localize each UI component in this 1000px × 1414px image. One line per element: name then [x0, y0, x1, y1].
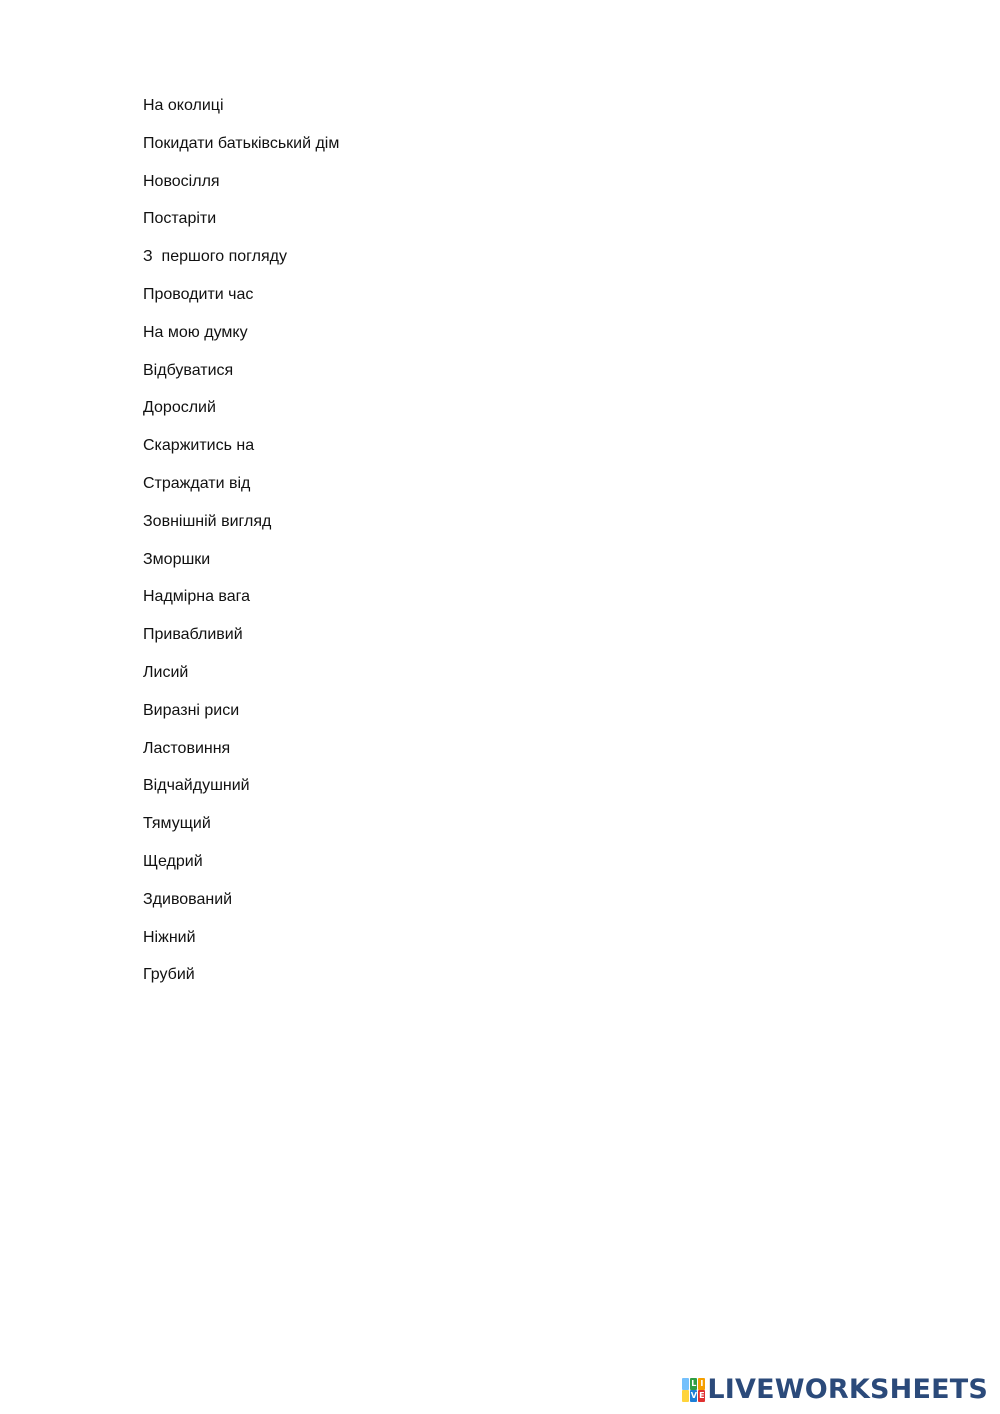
brand-name: LIVEWORKSHEETS	[707, 1374, 988, 1405]
vocabulary-item: Покидати батьківський дім	[143, 134, 340, 152]
vocabulary-item: Скаржитись на	[143, 437, 255, 455]
liveworksheets-logo-icon: L I V E	[682, 1378, 704, 1402]
liveworksheets-brand[interactable]	[682, 1376, 988, 1404]
vocabulary-item: Проводити час	[143, 285, 254, 303]
vocabulary-item: Дорослий	[143, 399, 216, 417]
vocabulary-item: Щедрий	[143, 852, 203, 870]
vocabulary-list	[143, 94, 339, 1001]
vocabulary-item: Ластовиння	[143, 739, 231, 757]
vocabulary-item: На околиці	[143, 97, 224, 114]
vocabulary-item: Відбуватися	[143, 361, 234, 379]
vocabulary-item: З першого погляду	[143, 248, 287, 266]
vocabulary-item: Надмірна вага	[143, 588, 251, 606]
vocabulary-item: На мою думку	[143, 323, 248, 341]
vocabulary-item: Страждати від	[143, 474, 251, 492]
vocabulary-item: Привабливий	[143, 626, 243, 644]
vocabulary-item: Зморшки	[143, 550, 211, 568]
vocabulary-item: Постаріти	[143, 210, 217, 228]
vocabulary-item: Виразні риси	[143, 701, 240, 719]
vocabulary-item: Здивований	[143, 890, 233, 908]
vocabulary-item: Новосілля	[143, 172, 220, 190]
vocabulary-item: Тямущий	[143, 815, 211, 833]
vocabulary-item: Лисий	[143, 663, 189, 681]
vocabulary-item: Відчайдушний	[143, 777, 250, 795]
vocabulary-item: Ніжний	[143, 928, 196, 946]
vocabulary-item: Грубий	[143, 966, 195, 984]
vocabulary-item: Зовнішній вигляд	[143, 512, 272, 530]
